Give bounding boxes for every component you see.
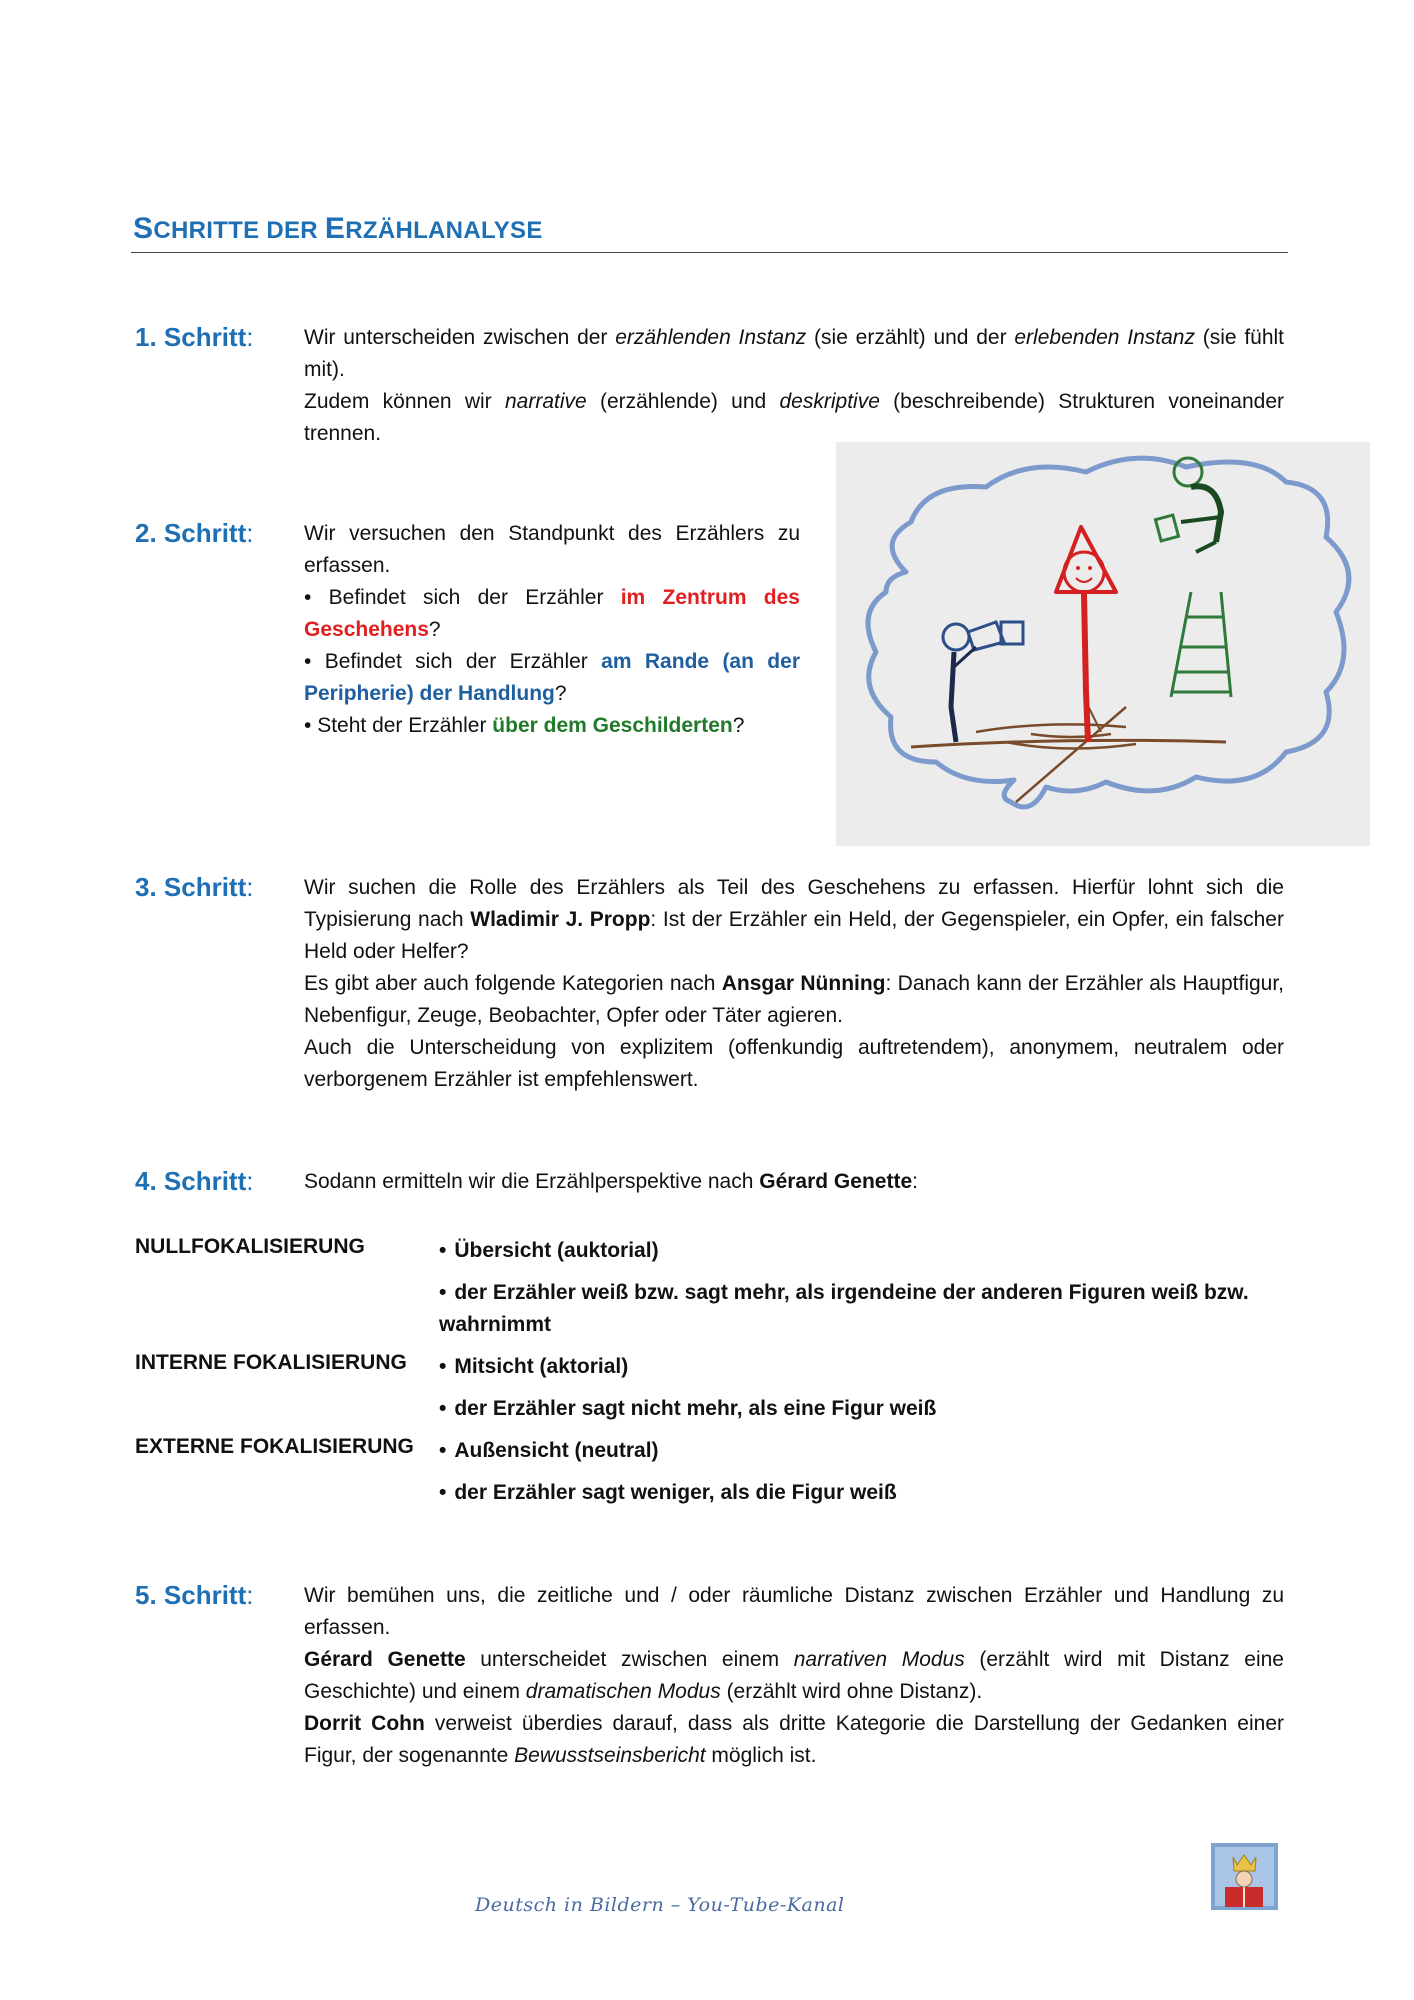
focalization-name: NULLFOKALISIERUNG	[135, 1235, 365, 1258]
focalization-item: • Mitsicht (aktorial)	[439, 1355, 629, 1378]
channel-logo-icon	[1211, 1843, 1278, 1910]
narrator-position-illustration	[836, 442, 1370, 846]
step-3-label: 3. Schritt:	[135, 872, 254, 902]
focalization-item: • der Erzähler sagt weniger, als die Figur weiß	[439, 1481, 897, 1504]
focalization-item: • der Erzähler weiß bzw. sagt mehr, als irgendeine der anderen Figuren weiß bzw. wahrnimmt	[439, 1281, 1249, 1336]
focalization-row	[135, 1351, 1285, 1425]
focalization-item: • Außensicht (neutral)	[439, 1439, 659, 1462]
page-title: SCHRITTE DER ERZÄHLANALYSE	[133, 212, 543, 245]
step-4-text: Sodann ermitteln wir die Erzählperspektive nach Gérard Genette:	[304, 1170, 918, 1193]
step-5-label: 5. Schritt:	[135, 1580, 254, 1610]
focalization-item: • der Erzähler sagt nicht mehr, als eine Figur weiß	[439, 1397, 937, 1420]
title-divider	[131, 252, 1288, 253]
bullet-center: • Befindet sich der Erzähler im Zentrum des Geschehens?	[304, 586, 800, 641]
footer-channel-name: Deutsch in Bildern – You-Tube-Kanal	[475, 1894, 845, 1916]
step-3-text: Wir suchen die Rolle des Erzählers als Teil des Geschehens zu erfassen. Hierfür lohnt sich die Typisierung nach Wladimir J. Propp: Ist der Erzähler ein Held, der Gegenspieler, ein Opfer, ein falscher Held oder Helfer? Es gibt aber auch folgende Kategorien nach Ansgar Nünning: Danach kann der Erzähler als Hauptfigur, Nebenfigur, Zeuge, Beobachter, Opfer oder Täter agieren. Auch die Unterscheidung von explizitem (offenkundig auftretendem), anonymem, neutralem oder verborgenem Erzähler ist empfehlenswert.	[304, 876, 1285, 1091]
bullet-above: • Steht der Erzähler über dem Geschilderten?	[304, 714, 745, 737]
step-1-text: Wir unterscheiden zwischen der erzählenden Instanz (sie erzählt) und der erlebenden Instanz (sie fühlt mit). Zudem können wir narrative (erzählende) und deskriptive (beschreibende) Strukturen voneinander trennen.	[304, 326, 1285, 445]
focalization-item: • Übersicht (auktorial)	[439, 1239, 659, 1262]
step-2-text: Wir versuchen den Standpunkt des Erzählers zu erfassen. • Befindet sich der Erzähler im Zentrum des Geschehens? • Befindet sich der Erzähler am Rande (an der Peripherie) der Handlung? • Steht der Erzähler über dem Geschilderten?	[304, 518, 800, 742]
focalization-name: INTERNE FOKALISIERUNG	[135, 1351, 407, 1374]
focalization-row	[135, 1235, 1285, 1341]
focalization-table	[135, 1235, 1285, 1519]
step-1-label: 1. Schritt:	[135, 322, 254, 352]
step-2-label: 2. Schritt:	[135, 518, 254, 548]
illustration-drawing	[836, 442, 1370, 846]
step-4-label: 4. Schritt:	[135, 1166, 254, 1196]
focalization-name: EXTERNE FOKALISIERUNG	[135, 1435, 414, 1458]
bullet-periphery: • Befindet sich der Erzähler am Rande (an der Peripherie) der Handlung?	[304, 650, 800, 705]
focalization-row	[135, 1435, 1285, 1509]
step-5-text: Wir bemühen uns, die zeitliche und / oder räumliche Distanz zwischen Erzähler und Handlung zu erfassen. Gérard Genette unterscheidet zwischen einem narrativen Modus (erzählt wird mit Distanz eine Geschichte) und einem dramatischen Modus (erzählt wird ohne Distanz). Dorrit Cohn verweist überdies darauf, dass als dritte Kategorie die Darstellung der Gedanken einer Figur, der sogenannte Bewusstseinsbericht möglich ist.	[304, 1584, 1285, 1767]
